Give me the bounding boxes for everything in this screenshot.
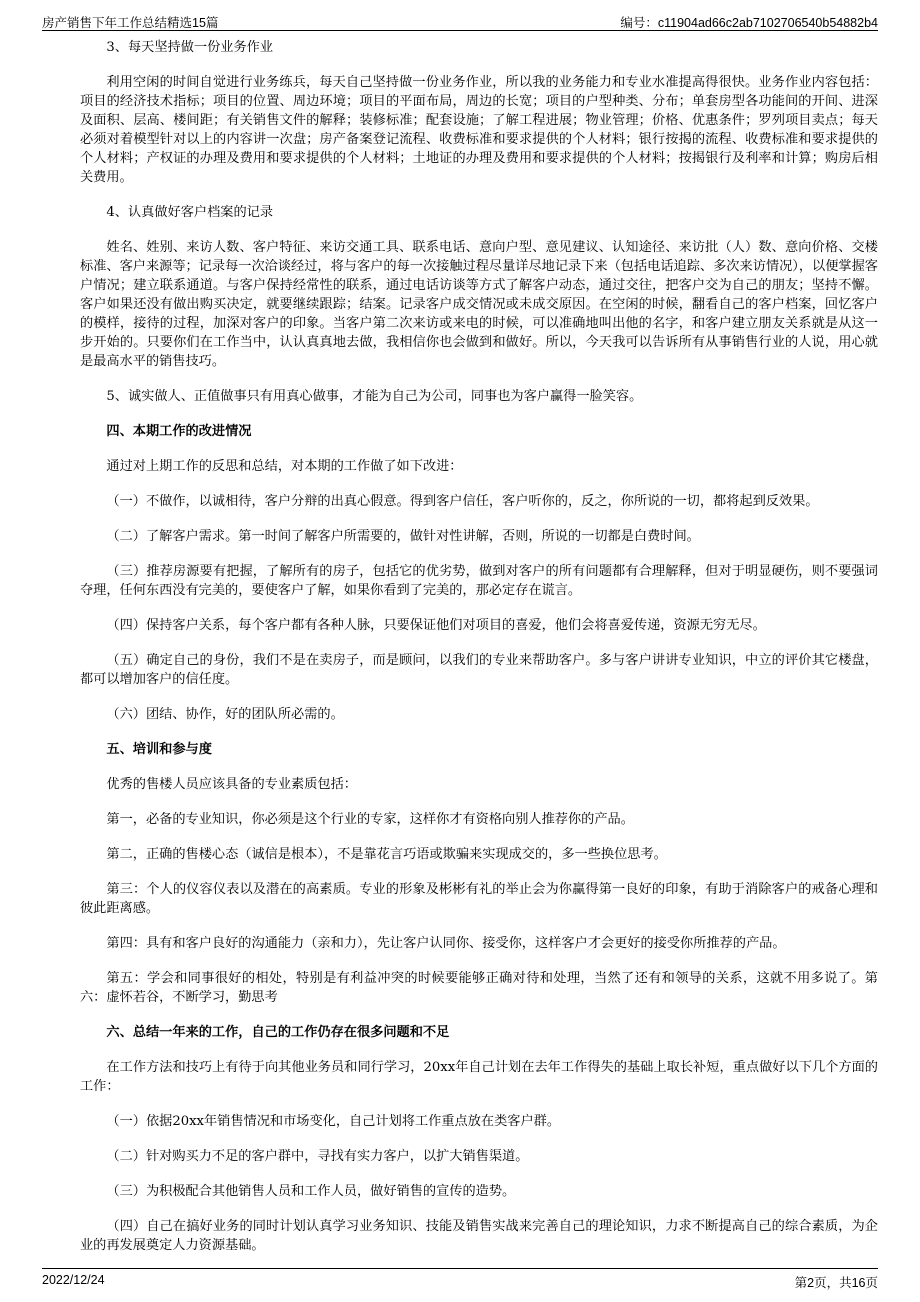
page-header <box>42 10 878 31</box>
paragraph: 第二，正确的售楼心态（诚信是根本），不是靠花言巧语或欺骗来实现成交的，多一些换位思考。 <box>106 847 667 862</box>
paragraph: （六）团结、协作，好的团队所必需的。 <box>106 707 344 722</box>
subsection-heading: 4、认真做好客户档案的记录 <box>106 205 274 220</box>
paragraph: （一）不做作，以诚相待，客户分辩的出真心假意。得到客户信任，客户听你的，反之，你所说的一切，都将起到反效果。 <box>106 494 819 509</box>
page-number: 第2页，共16页 <box>794 1276 878 1290</box>
subsection-heading: 3、每天坚持做一份业务作业 <box>106 40 274 55</box>
page-footer <box>42 1268 878 1289</box>
paragraph: 第三：个人的仪容仪表以及潜在的高素质。专业的形象及彬彬有礼的举止会为你赢得第一良好的印象，有助于消除客户的戒备心理和彼此距离感。 <box>80 882 878 916</box>
document-body <box>80 38 878 1271</box>
paragraph: （三）为积极配合其他销售人员和工作人员，做好销售的宣传的造势。 <box>106 1184 516 1199</box>
document-id: 编号：c11904ad66c2ab7102706540b54882b4 <box>620 16 878 30</box>
paragraph: 通过对上期工作的反思和总结，对本期的工作做了如下改进： <box>106 459 463 474</box>
paragraph: 第四：具有和客户良好的沟通能力（亲和力），先让客户认同你、接受你，这样客户才会更好的接受你所推荐的产品。 <box>106 936 786 951</box>
paragraph: （五）确定自己的身份，我们不是在卖房子，而是顾问，以我们的专业来帮助客户。多与客户讲讲专业知识，中立的评价其它楼盘，都可以增加客户的信任度。 <box>80 653 878 687</box>
section-heading: 五、培训和参与度 <box>106 742 212 757</box>
paragraph: （一）依据20xx年销售情况和市场变化，自己计划将工作重点放在类客户群。 <box>106 1114 561 1129</box>
paragraph: 在工作方法和技巧上有待于向其他业务员和同行学习，20xx年自己计划在去年工作得失的基础上取长补短，重点做好以下几个方面的工作： <box>80 1060 878 1094</box>
paragraph: 利用空闲的时间自觉进行业务练兵，每天自己坚持做一份业务作业，所以我的业务能力和专业水准提高得很快。业务作业内容包括：项目的经济技术指标；项目的位置、周边环境；项目的平面布局，周边的长宽；项目的户型种类、分布；单套房型各功能间的开间、进深及面积、层高、楼间距；有关销售文件的解释；装修标准；配套设施；了解工程进展；物业管理；价格、优惠条件；罗列项目卖点；每天必须对着模型针对以上的内容讲一次盘；房产备案登记流程、收费标准和要求提供的个人材料；银行按揭的流程、收费标准和要求提供的个人材料；产权证的办理及费用和要求提供的个人材料；土地证的办理及费用和要求提供的个人材料；按揭银行及利率和计算；购房后相关费用。 <box>80 75 878 185</box>
paragraph: 第五：学会和同事很好的相处，特别是有利益冲突的时候要能够正确对待和处理，当然了还有和领导的关系，这就不用多说了。第六：虚怀若谷，不断学习，勤思考 <box>80 971 878 1005</box>
footer-date: 2022/12/24 <box>42 1273 105 1287</box>
section-heading: 六、总结一年来的工作，自己的工作仍存在很多问题和不足 <box>106 1025 450 1040</box>
paragraph: （二）针对购买力不足的客户群中，寻找有实力客户，以扩大销售渠道。 <box>106 1149 529 1164</box>
document-title: 房产销售下年工作总结精选15篇 <box>42 16 219 30</box>
paragraph: （四）自己在搞好业务的同时计划认真学习业务知识、技能及销售实战来完善自己的理论知识，力求不断提高自己的综合素质，为企业的再发展奠定人力资源基础。 <box>80 1219 878 1253</box>
section-heading: 四、本期工作的改进情况 <box>106 424 252 439</box>
paragraph: （三）推荐房源要有把握，了解所有的房子，包括它的优劣势，做到对客户的所有问题都有合理解释，但对于明显硬伤，则不要强词夺理，任何东西没有完美的，要使客户了解，如果你看到了完美的，那必定存在谎言。 <box>80 564 878 598</box>
paragraph: 优秀的售楼人员应该具备的专业素质包括： <box>106 777 357 792</box>
paragraph: 5、诚实做人、正值做事只有用真心做事，才能为自己为公司，同事也为客户赢得一脸笑容。 <box>106 389 643 404</box>
paragraph: （二）了解客户需求。第一时间了解客户所需要的，做针对性讲解，否则，所说的一切都是白费时间。 <box>106 529 700 544</box>
paragraph: 姓名、姓别、来访人数、客户特征、来访交通工具、联系电话、意向户型、意见建议、认知途径、来访批（人）数、意向价格、交楼标准、客户来源等；记录每一次洽谈经过，将与客户的每一次接触过程尽量详尽地记录下来（包括电话追踪、多次来访情况），以便掌握客户情况；建立联系通道。与客户保持经常性的联系，通过电话访谈等方式了解客户动态，通过交往，把客户交为自己的朋友；坚持不懈。客户如果还没有做出购买决定，就要继续跟踪；结案。记录客户成交情况或未成交原因。在空闲的时候，翻看自己的客户档案，回忆客户的模样，接待的过程，加深对客户的印象。当客户第二次来访或来电的时候，可以准确地叫出他的名字，和客户建立朋友关系就是从这一步开始的。只要你们在工作当中，认认真真地去做，我相信你也会做到和做好。所以，今天我可以告诉所有从事销售行业的人说，用心就是最高水平的销售技巧。 <box>80 240 878 369</box>
paragraph: （四）保持客户关系，每个客户都有各种人脉，只要保证他们对项目的喜爱，他们会将喜爱传递，资源无穷无尽。 <box>106 618 766 633</box>
paragraph: 第一，必备的专业知识，你必须是这个行业的专家，这样你才有资格向别人推荐你的产品。 <box>106 812 634 827</box>
